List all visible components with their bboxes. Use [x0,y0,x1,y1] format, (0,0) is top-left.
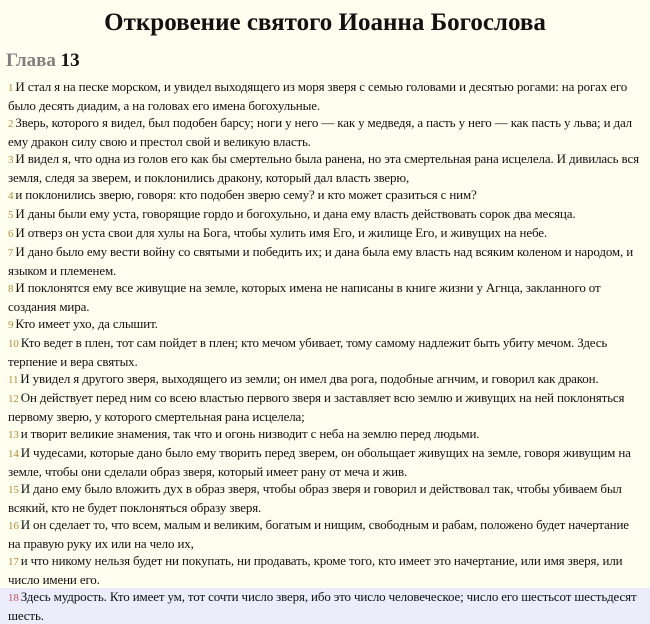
verse-9[interactable] [6,315,644,334]
verse-text: Зверь, которого я видел, был подобен барсу; ноги у него — как у медведя, а пасть у него — как пасть у льва; и дал ему дракон силу свою и престол свой и великую власть. [8,115,633,149]
chapter-heading [6,44,644,76]
verse-text: И стал я на песке морском, и увидел выходящего из моря зверя с семью головами и десятью рогами: на рогах его было десять диадим, а на головах его имена богохульные. [8,79,628,113]
verse-number[interactable]: 5 [8,209,14,221]
verse-text: И видел я, что одна из голов его как бы смертельно была ранена, но эта смертельная рана исцелела. И дивилась вся земля, следя за зверем, и поклонились дракону, который дал власть зверю, [8,151,639,185]
verse-number[interactable]: 12 [8,393,19,405]
verse-number[interactable]: 11 [8,374,19,386]
verse-13[interactable] [6,425,644,444]
chapter-number: 13 [60,50,80,71]
verse-2[interactable] [6,114,644,150]
verse-18-highlighted[interactable] [0,588,650,624]
verse-text: И даны были ему уста, говорящие гордо и богохульно, и дана ему власть действовать сорок два месяца. [15,206,576,221]
verse-number[interactable]: 10 [8,338,19,350]
verse-number[interactable]: 8 [8,283,14,295]
verse-17[interactable] [6,552,644,588]
verse-5[interactable] [6,205,644,224]
verse-3[interactable] [6,150,644,186]
verse-text: И увидел я другого зверя, выходящего из земли; он имел два рога, подобные агнчим, и говорил как дракон. [20,371,599,386]
verse-15[interactable] [6,480,644,516]
verse-11[interactable] [6,370,644,389]
verse-text: и поклонились зверю, говоря: кто подобен зверю сему? и кто может сразиться с ним? [15,187,477,202]
chapter-label: Глава [6,50,56,71]
verse-number[interactable]: 4 [8,190,14,202]
verse-12[interactable] [6,389,644,425]
verse-text: Здесь мудрость. Кто имеет ум, тот сочти число зверя, ибо это число человеческое; число его шестьсот шестьдесят шесть. [8,589,637,623]
verse-text: И дано было ему вести войну со святыми и победить их; и дана была ему власть над всяким коленом и народом, и языком и племенем. [8,244,634,278]
verse-number[interactable]: 18 [8,592,19,604]
verse-text: Он действует перед ним со всею властью первого зверя и заставляет всю землю и живущих на ней поклоняться первому зверю, у которого смертельная рана исцелела; [8,390,625,424]
verse-text: И отверз он уста свои для хулы на Бога, чтобы хулить имя Его, и жилище Его, и живущих на небе. [15,225,547,240]
verse-text: И дано ему было вложить дух в образ зверя, чтобы образ зверя и говорил и действовал так, чтобы убиваем был всякий, кто не будет поклоняться образу зверя. [8,481,622,515]
verse-1[interactable] [6,78,644,114]
verse-number[interactable]: 17 [8,556,19,568]
verse-14[interactable] [6,444,644,480]
verse-4[interactable] [6,186,644,205]
verse-number[interactable]: 16 [8,520,19,532]
verse-number[interactable]: 7 [8,247,14,259]
verse-text: И он сделает то, что всем, малым и великим, богатым и нищим, свободным и рабам, положено будет начертание на правую руку их или на чело их, [8,517,629,551]
verse-8[interactable] [6,279,644,315]
verse-7[interactable] [6,243,644,279]
verse-text: и что никому нельзя будет ни покупать, ни продавать, кроме того, кто имеет это начертание, или имя зверя, или число имени его. [8,553,623,587]
verse-6[interactable] [6,224,644,243]
verse-text: И поклонятся ему все живущие на земле, которых имена не написаны в книге жизни у Агнца, закланного от создания мира. [8,280,601,314]
verse-number[interactable]: 3 [8,154,14,166]
book-title: Откровение святого Иоанна Богослова [104,9,546,36]
verse-10[interactable] [6,334,644,370]
verse-number[interactable]: 6 [8,228,14,240]
verse-number[interactable]: 1 [8,82,14,94]
verse-text: И чудесами, которые дано было ему творить перед зверем, он обольщает живущих на земле, говоря живущим на земле, чтобы они сделали образ зверя, который имеет рану от меча и жив. [8,445,631,479]
verse-text: Кто имеет ухо, да слышит. [15,316,158,331]
verse-number[interactable]: 9 [8,319,14,331]
verse-number[interactable]: 2 [8,118,14,130]
verse-list [6,78,644,624]
verse-number[interactable]: 14 [8,448,19,460]
verse-number[interactable]: 13 [8,429,19,441]
verse-text: и творит великие знамения, так что и огонь низводит с неба на землю перед людьми. [20,426,480,441]
verse-16[interactable] [6,516,644,552]
verse-number[interactable]: 15 [8,484,19,496]
verse-text: Кто ведет в плен, тот сам пойдет в плен; кто мечом убивает, тому самому надлежит быть убиту мечом. Здесь терпение и вера святых. [8,335,608,369]
